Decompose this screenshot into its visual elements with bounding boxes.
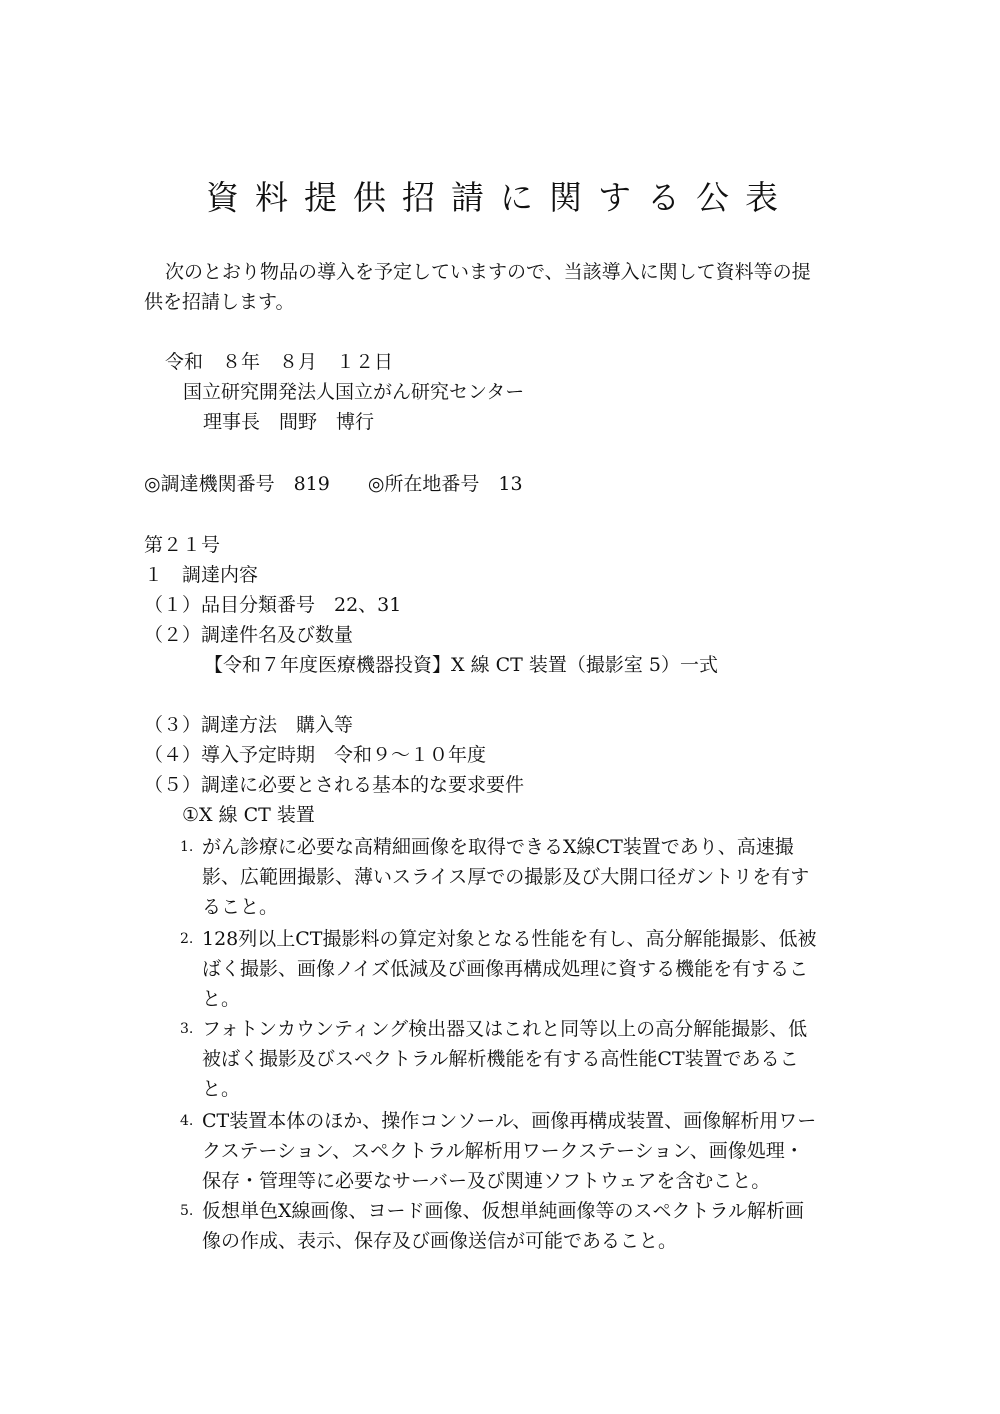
requirement-text-line: 保存・管理等に必要なサーバー及び関連ソフトウェアを含むこと。 xyxy=(202,1170,771,1192)
requirement-number: 5. xyxy=(180,1203,194,1219)
requirement-text-line: 影、広範囲撮影、薄いスライス厚での撮影及び大開口径ガントリを有す xyxy=(202,866,810,888)
requirement-number: 2. xyxy=(180,931,194,947)
item-method: （３）調達方法 購入等 xyxy=(144,714,354,736)
requirement-text-line: がん診療に必要な高精細画像を取得できるX線CT装置であり、高速撮 xyxy=(202,836,794,858)
organization-name: 国立研究開発法人国立がん研究センター xyxy=(183,381,525,403)
procurement-codes: ◎調達機関番号 819 ◎所在地番号 13 xyxy=(144,473,523,495)
document-title: 資料提供招請に関する公表 xyxy=(206,178,794,217)
requirement-text-line: ること。 xyxy=(202,896,279,918)
requirement-text-line: 被ばく撮影及びスペクトラル解析機能を有する高性能CT装置であるこ xyxy=(202,1048,799,1070)
requirement-text-line: ばく撮影、画像ノイズ低減及び画像再構成処理に資する機能を有するこ xyxy=(202,958,809,980)
intro-line-2: 供を招請します。 xyxy=(144,291,295,313)
requirement-text-line: と。 xyxy=(202,988,241,1010)
requirement-number: 3. xyxy=(180,1021,194,1037)
equipment-subheading: ①X 線 CT 装置 xyxy=(182,804,315,826)
notice-date: 令和 ８年 ８月 １２日 xyxy=(165,351,394,373)
requirement-text-line: クステーション、スペクトラル解析用ワークステーション、画像処理・ xyxy=(202,1140,804,1162)
requirement-text-line: 像の作成、表示、保存及び画像送信が可能であること。 xyxy=(202,1230,678,1252)
section-heading: １ 調達内容 xyxy=(144,564,259,586)
requirement-text-line: CT装置本体のほか、操作コンソール、画像再構成装置、画像解析用ワー xyxy=(202,1110,817,1132)
item-period: （４）導入予定時期 令和９～１０年度 xyxy=(144,744,487,766)
requirement-number: 1. xyxy=(180,839,194,855)
item-name-quantity: （２）調達件名及び数量 xyxy=(144,624,354,646)
item-requirements-heading: （５）調達に必要とされる基本的な要求要件 xyxy=(144,774,525,796)
item-classification: （１）品目分類番号 22、31 xyxy=(144,594,402,616)
requirement-text-line: 仮想単色X線画像、ヨード画像、仮想単純画像等のスペクトラル解析画 xyxy=(202,1200,804,1222)
intro-line-1: 次のとおり物品の導入を予定していますので、当該導入に関して資料等の提 xyxy=(165,261,811,283)
notice-number: 第２１号 xyxy=(144,534,221,556)
representative-name: 理事長 間野 博行 xyxy=(203,411,375,433)
item-name-detail: 【令和７年度医療機器投資】X 線 CT 装置（撮影室 5）一式 xyxy=(204,654,718,676)
requirement-text-line: 128列以上CT撮影料の算定対象となる性能を有し、高分解能撮影、低被 xyxy=(202,928,817,950)
requirement-text-line: と。 xyxy=(202,1078,241,1100)
requirement-number: 4. xyxy=(180,1113,194,1129)
requirement-text-line: フォトンカウンティング検出器又はこれと同等以上の高分解能撮影、低 xyxy=(202,1018,808,1040)
